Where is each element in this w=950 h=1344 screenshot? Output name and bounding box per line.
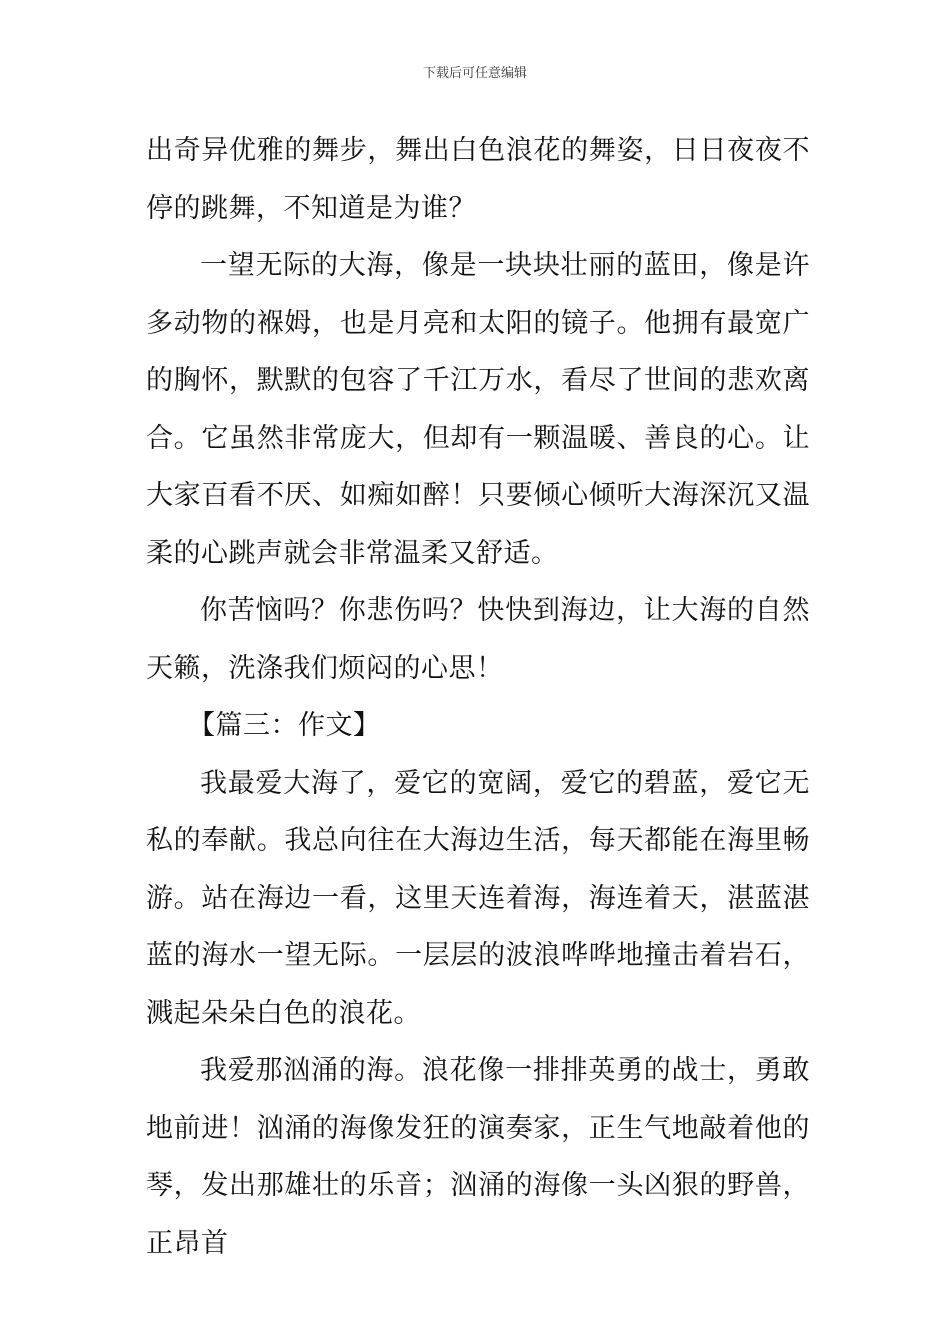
paragraph-sea-comfort: 你苦恼吗？你悲伤吗？快快到海边，让大海的自然天籁，洗涤我们烦闷的心思！	[146, 595, 810, 684]
section-heading: 【篇三：作文】	[188, 710, 381, 741]
page-header: 下载后可任意编辑	[422, 66, 527, 81]
paragraph-continuation: 出奇异优雅的舞步，舞出白色浪花的舞姿，日日夜夜不停的跳舞，不知道是为谁？	[146, 135, 810, 224]
document-body	[146, 122, 810, 1272]
paragraph-sea-description: 一望无际的大海，像是一块块壮丽的蓝田，像是许多动物的褓姆，也是月亮和太阳的镜子。他拥有最宽广的胸怀，默默的包容了千江万水，看尽了世间的悲欢离合。它虽然非常庞大，但却有一颗温暖、善良的心。让大家百看不厌、如痴如醉！只要倾心倾听大海深沉又温柔的心跳声就会非常温柔又舒适。	[146, 250, 810, 569]
paragraph-rough-sea: 我爱那汹涌的海。浪花像一排排英勇的战士，勇敢地前进！汹涌的海像发狂的演奏家，正生气地敲着他的琴，发出那雄壮的乐音；汹涌的海像一头凶狠的野兽，正昂首	[146, 1055, 810, 1259]
paragraph-love-sea: 我最爱大海了，爱它的宽阔，爱它的碧蓝，爱它无私的奉献。我总向往在大海边生活，每天都能在海里畅游。站在海边一看，这里天连着海，海连着天，湛蓝湛蓝的海水一望无际。一层层的波浪哗哗地撞击着岩石，溅起朵朵白色的浪花。	[146, 767, 810, 1029]
